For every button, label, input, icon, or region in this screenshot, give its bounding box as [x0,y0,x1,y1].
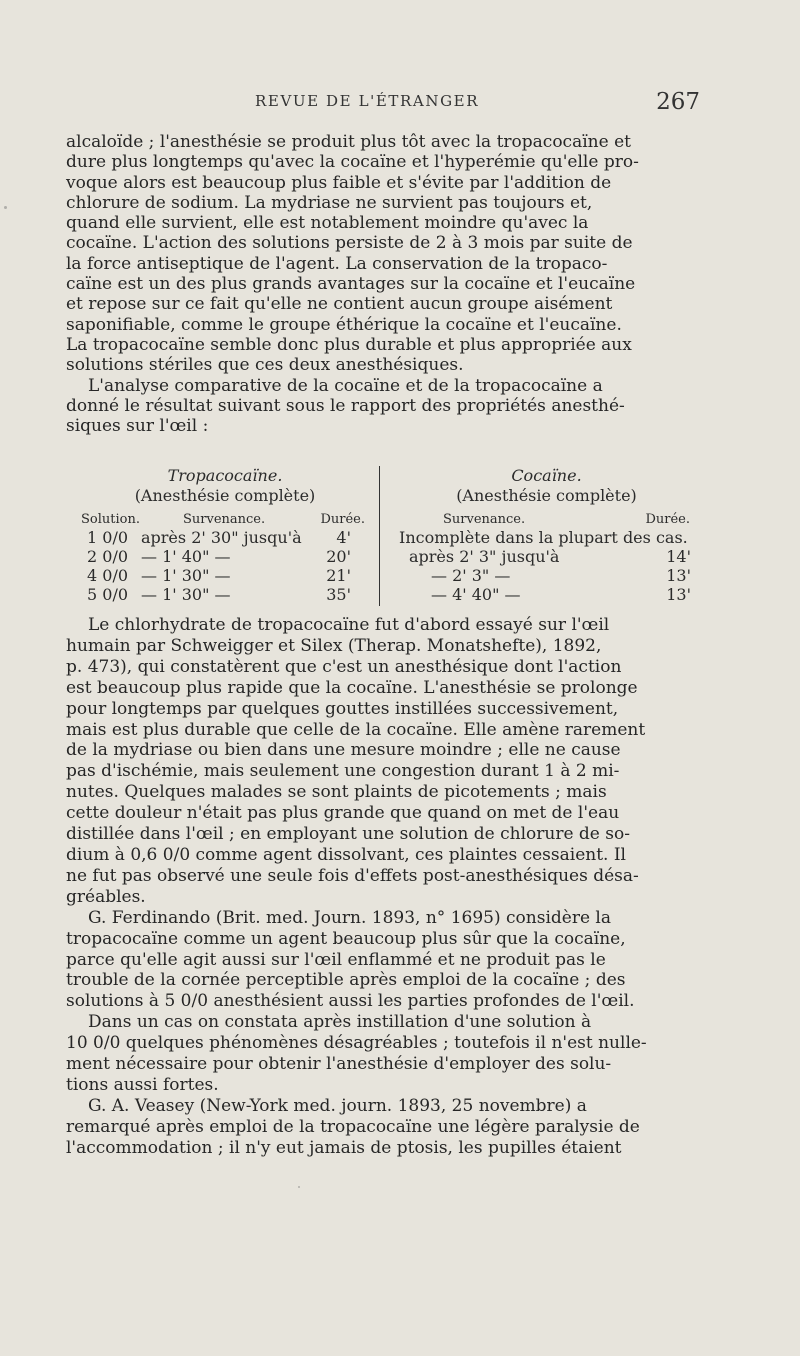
line: G. A. Veasey (New-York med. journ. 1893, 25 novembre) a [88,1095,587,1116]
page-number: 267 [656,89,700,115]
line: gréables. [66,886,146,907]
table-cell: 35' [326,585,351,604]
paragraph-3 [66,615,700,908]
paragraph-6 [66,1096,700,1159]
line: cocaïne. L'action des solutions persiste de 2 à 3 mois par suite de [66,233,633,254]
table-cell: — 2' 3" — [431,566,511,585]
table-divider [379,466,380,606]
onset-heading: Survenance. [183,512,266,527]
table-cell: 14' [666,547,691,566]
line: ne fut pas observé une seule fois d'effets post-anesthésiques désa- [66,865,639,886]
line: donné le résultat suivant sous le rapport des propriétés anesthé- [66,395,625,416]
lower-text-block [66,615,700,1159]
table-cell: 5 0/0 [87,585,129,604]
table-cell: 13' [666,585,691,604]
line: ment nécessaire pour obtenir l'anesthésie d'employer des solu- [66,1054,612,1075]
line: parce qu'elle agit aussi sur l'œil enflammé et ne produit pas le [66,949,606,970]
table-cell: 21' [326,566,351,585]
line: chlorure de sodium. La mydriase ne survient pas toujours et, [66,192,593,213]
line: nutes. Quelques malades se sont plaints de picotements ; mais [66,782,607,803]
line: la force antiseptique de l'agent. La conservation de la tropaco- [66,253,608,274]
line: de la mydriase ou bien dans une mesure moindre ; elle ne cause [66,740,621,761]
line: dium à 0,6 0/0 comme agent dissolvant, ces plaintes cessaient. Il [66,844,626,865]
table-cell: 20' [326,547,351,566]
line: cette douleur n'était pas plus grande que quand on met de l'eau [66,803,620,824]
tropacocaine-title: Tropacocaïne. [167,466,283,485]
line: caïne est un des plus grands avantages sur la cocaïne et l'eucaïne [66,274,636,295]
line: La tropacocaïne semble donc plus durable et plus appropriée aux [66,334,632,355]
table-cell: 13' [666,566,691,585]
line: Le chlorhydrate de tropacocaïne fut d'abord essayé sur l'œil [88,615,610,635]
line: voque alors est beaucoup plus faible et s'évite par l'addition de [66,172,612,193]
comparison-table [75,466,700,606]
line: p. 473), qui constatèrent que c'est un anesthésique dont l'action [66,656,622,677]
line: alcaloïde ; l'anesthésie se produit plus tôt avec la tropacocaïne et [66,132,631,152]
table-cell: — 1' 40" — [141,547,231,566]
paragraph-2 [66,376,700,437]
table-cell: 2 0/0 [87,547,129,566]
line: saponifiable, comme le groupe éthérique la cocaïne et l'eucaïne. [66,314,622,335]
paragraph-4 [66,908,700,1013]
line: distillée dans l'œil ; en employant une solution de chlorure de so- [66,824,630,845]
paper-speck [298,1186,300,1188]
tropacocaine-column [75,466,375,606]
line: G. Ferdinando (Brit. med. Journ. 1893, n° 1695) considère la [88,907,611,928]
cocaine-subtitle: (Anesthésie complète) [456,486,637,505]
table-cell: — 1' 30" — [141,566,231,585]
duration-heading: Durée. [645,512,690,527]
line: tions aussi fortes. [66,1074,219,1095]
cocaine-headings [393,512,700,528]
table-cell: 4' [336,528,351,547]
line: remarqué après emploi de la tropacocaïne une légère paralysie de [66,1116,640,1137]
paragraph-5 [66,1012,700,1096]
table-cell: après 2' 30" jusqu'à [141,528,302,547]
duration-heading: Durée. [320,512,365,527]
table-cell: — 1' 30" — [141,585,231,604]
solution-heading: Solution. [81,512,140,527]
line: 10 0/0 quelques phénomènes désagréables ; toutefois il n'est nulle- [66,1033,647,1054]
line: quand elle survient, elle est notablement moindre qu'avec la [66,213,589,234]
line: tropacocaïne comme un agent beaucoup plus sûr que la cocaïne, [66,928,626,949]
line: et repose sur ce fait qu'elle ne contient aucun groupe aisément [66,294,613,315]
line: solutions à 5 0/0 anesthésient aussi les parties profondes de l'œil. [66,991,635,1012]
running-title: REVUE DE L'ÉTRANGER [255,92,480,110]
paper-speck [4,206,7,209]
line: trouble de la cornée perceptible après emploi de la cocaïne ; des [66,970,626,991]
line: siques sur l'œil : [66,416,209,437]
onset-heading: Survenance. [443,512,526,527]
table-cell: Incomplète dans la plupart des cas. [399,528,688,547]
table-cell: 1 0/0 [87,528,129,547]
line: est beaucoup plus rapide que la cocaïne. L'anesthésie se prolonge [66,677,638,698]
table-cell: — 4' 40" — [431,585,521,604]
line: Dans un cas on constata après instillation d'une solution à [88,1012,592,1033]
line: l'accommodation ; il n'y eut jamais de ptosis, les pupilles étaient [66,1137,622,1158]
cocaine-column [393,466,700,606]
upper-text-block [66,132,700,436]
line: solutions stériles que ces deux anesthésiques. [66,355,464,376]
tropacocaine-headings [75,512,375,528]
tropacocaine-subtitle: (Anesthésie complète) [134,486,316,505]
table-cell: 4 0/0 [87,566,129,585]
line: humain par Schweigger et Silex (Therap. Monatshefte), 1892, [66,635,602,656]
line: pas d'ischémie, mais seulement une congestion durant 1 à 2 mi- [66,761,620,782]
page-header [255,89,715,120]
line: dure plus longtemps qu'avec la cocaïne et l'hyperémie qu'elle pro- [66,152,639,173]
line: L'analyse comparative de la cocaïne et de la tropacocaïne a [88,375,603,396]
table-cell: après 2' 3" jusqu'à [409,547,560,566]
paragraph-1 [66,132,700,376]
line: pour longtemps par quelques gouttes instillées successivement, [66,698,619,719]
cocaine-title: Cocaïne. [511,466,582,485]
line: mais est plus durable que celle de la cocaïne. Elle amène rarement [66,719,646,740]
